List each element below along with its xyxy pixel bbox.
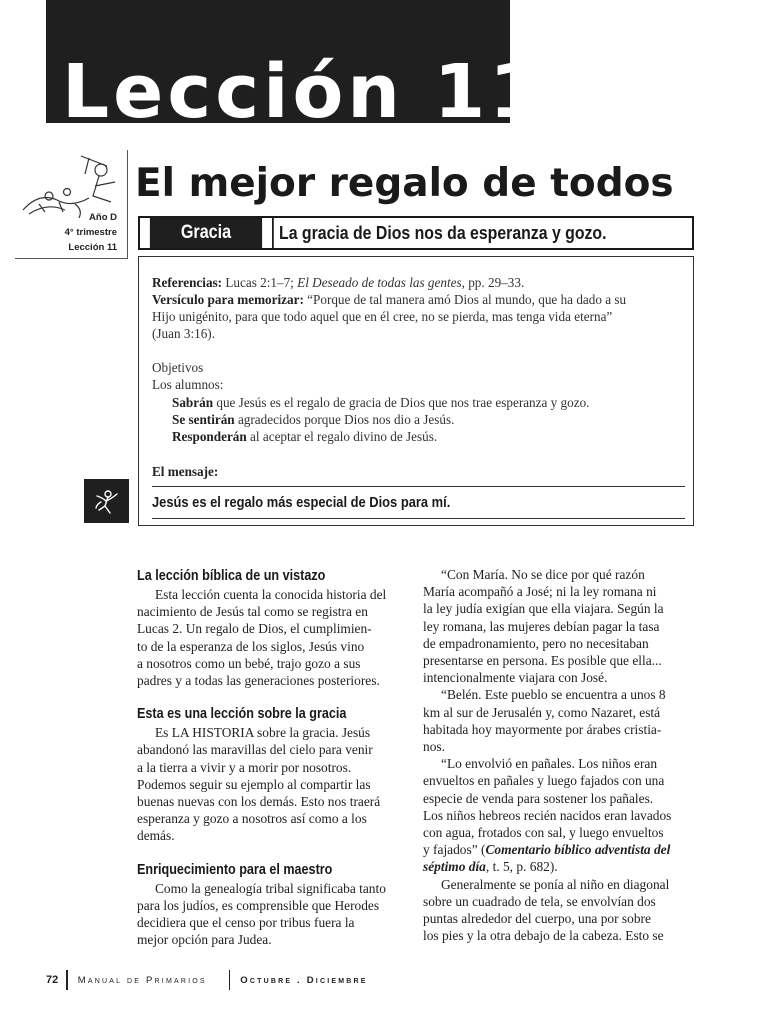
page-number: 72 [46, 974, 59, 986]
objective-text: que Jesús es el regalo de gracia de Dios que nos trae esperanza y gozo. [213, 395, 590, 410]
right-column [423, 566, 687, 944]
text-line: Es LA HISTORIA sobre la gracia. Jesús [155, 725, 371, 741]
footer-divider [229, 970, 231, 990]
lesson-tag-block [15, 150, 128, 259]
text-line: “Lo envolvió en pañales. Los niños eran [441, 756, 658, 772]
divider [152, 486, 685, 487]
footer-manual-title: Manual de Primarios [77, 974, 207, 986]
text-line: Lucas 2. Un regalo de Dios, el cumplimien- [137, 621, 372, 637]
text-line: a la tierra a vivir y a morir por nosotros. [137, 759, 352, 775]
objectives-intro: Los alumnos: [152, 377, 224, 392]
text-line: esperanza y gozo a nosotros así como a los [137, 811, 367, 827]
text-line: abandonó las maravillas del cielo para venir [137, 742, 373, 758]
text-fragment: y fajados” ( [423, 842, 486, 858]
text-line: Esta lección cuenta la conocida historia del [155, 587, 387, 602]
text-line: sobre un cuadrado de tela, se envolvían dos [423, 893, 656, 909]
references-book: El Deseado de todas las gentes [297, 275, 462, 290]
memory-verse-text-1: “Porque de tal manera amó Dios al mundo, que ha dado a su [307, 292, 627, 307]
objective-item [172, 428, 437, 445]
text-line: a nosotros como un bebé, trajo gozo a sus [137, 655, 361, 671]
commentary-title: Comentario bíblico adventista del [485, 842, 671, 858]
references-line [152, 274, 524, 291]
objective-verb: Sabrán [172, 395, 214, 410]
text-line: para los judíos, es comprensible que Herodes [137, 897, 380, 913]
theme-bar [138, 216, 694, 250]
lesson-overview-box [138, 256, 694, 526]
message-icon-box [84, 479, 129, 523]
text-line [423, 841, 687, 858]
text-line [423, 858, 687, 875]
paragraph [423, 755, 687, 875]
paragraph [423, 686, 687, 755]
text-line: “Belén. Este pueblo se encuentra a unos 8 [441, 687, 666, 703]
text-line: Generalmente se ponía al niño en diagonal [441, 876, 670, 892]
section-heading: Esta es una lección sobre la gracia [137, 705, 347, 723]
section-heading: Enriquecimiento para el maestro [137, 860, 333, 878]
text-line: especie de venda para sostener los pañales. [423, 790, 654, 806]
memory-verse-line-3: (Juan 3:16). [152, 326, 215, 341]
text-line: ley romana, las mujeres debían pagar la tasa [423, 618, 660, 634]
objective-text: agradecidos porque Dios nos dio a Jesús. [234, 412, 455, 427]
text-line: de empadronamiento, pero no necesitaban [423, 635, 649, 651]
objective-item [172, 394, 589, 411]
references-pages: , pp. 29–33. [461, 275, 525, 290]
text-line: presentarse en persona. Es posible que ella... [423, 653, 662, 669]
text-line: con agua, frotados con sal, y luego envueltos [423, 825, 664, 841]
references-text: Lucas 2:1–7; [225, 275, 294, 290]
page-footer [46, 968, 368, 992]
memory-verse-label: Versículo para memorizar: [152, 292, 304, 307]
left-column [137, 566, 407, 948]
paragraph [137, 586, 407, 689]
text-line: mejor opción para Judea. [137, 932, 272, 948]
text-line: buenas nuevas con los demás. Esto nos traerá [137, 794, 381, 810]
message-label-line [152, 463, 218, 480]
objective-text: al aceptar el regalo divino de Jesús. [246, 429, 438, 444]
text-line: to de la esperanza de los siglos, Jesús vino [137, 638, 365, 654]
objective-item [172, 411, 454, 428]
text-line: Los niños hebreos recién nacidos eran lavados [423, 807, 672, 823]
divider [152, 518, 685, 519]
objectives-title: Objetivos [152, 360, 204, 375]
angel-icon [93, 488, 120, 515]
lesson-subtitle: El mejor regalo de todos [135, 161, 674, 206]
message-label: El mensaje: [152, 464, 219, 479]
text-line: la ley judía exigían que ella viajara. Según la [423, 601, 664, 617]
text-line: padres y a todas las generaciones posteriores. [137, 673, 380, 689]
text-line: km al sur de Jerusalén y, como Nazaret, está [423, 704, 661, 720]
tag-lesson: Lección 11 [68, 242, 117, 253]
text-line: nacimiento de Jesús tal como se registra en [137, 604, 368, 620]
lesson-title: Lección 11 [62, 49, 545, 135]
text-fragment: , t. 5, p. 682). [485, 859, 558, 875]
tag-quarter: 4° trimestre [64, 227, 117, 238]
theme-statement: La gracia de Dios nos da esperanza y gozo. [272, 218, 642, 248]
text-line: Podemos seguir su ejemplo al compartir las [137, 776, 371, 792]
references-label: Referencias: [152, 275, 223, 290]
paragraph [137, 724, 407, 844]
text-line: envueltos en pañales y luego fajados con una [423, 773, 665, 789]
message-text: Jesús es el regalo más especial de Dios para mí. [152, 494, 451, 511]
footer-divider [66, 970, 68, 990]
memory-verse-line-2: Hijo unigénito, para que todo aquel que en él cree, no se pierda, mas tenga vida eterna” [152, 309, 613, 324]
tag-year: Año D [89, 212, 117, 223]
text-line: puntas alrededor del cuerpo, una por sobre [423, 911, 651, 927]
text-line: decidiera que el censo por tribus fuera la [137, 915, 355, 931]
theme-label: Gracia [150, 218, 262, 248]
text-line: María acompañó a José; ni la ley romana ni [423, 584, 657, 600]
text-line: nos. [423, 739, 445, 755]
footer-quarter: Octubre . Diciembre [240, 974, 368, 986]
memory-verse-line-1 [152, 291, 626, 308]
objective-verb: Responderán [172, 429, 247, 444]
paragraph [137, 880, 407, 949]
text-line: demás. [137, 828, 175, 844]
text-line: habitada hoy mayormente por árabes cristia- [423, 721, 662, 737]
text-line: intencionalmente viajara con José. [423, 670, 608, 686]
section-heading: La lección bíblica de un vistazo [137, 567, 326, 584]
text-line: “Con María. No se dice por qué razón [441, 567, 645, 582]
text-line: Como la genealogía tribal significaba tanto [155, 880, 386, 896]
objective-verb: Se sentirán [172, 412, 235, 427]
paragraph [423, 876, 687, 945]
text-line: los pies y la otra debajo de la cabeza. Esto se [423, 928, 664, 944]
paragraph [423, 566, 687, 686]
commentary-title: séptimo día [423, 859, 486, 875]
